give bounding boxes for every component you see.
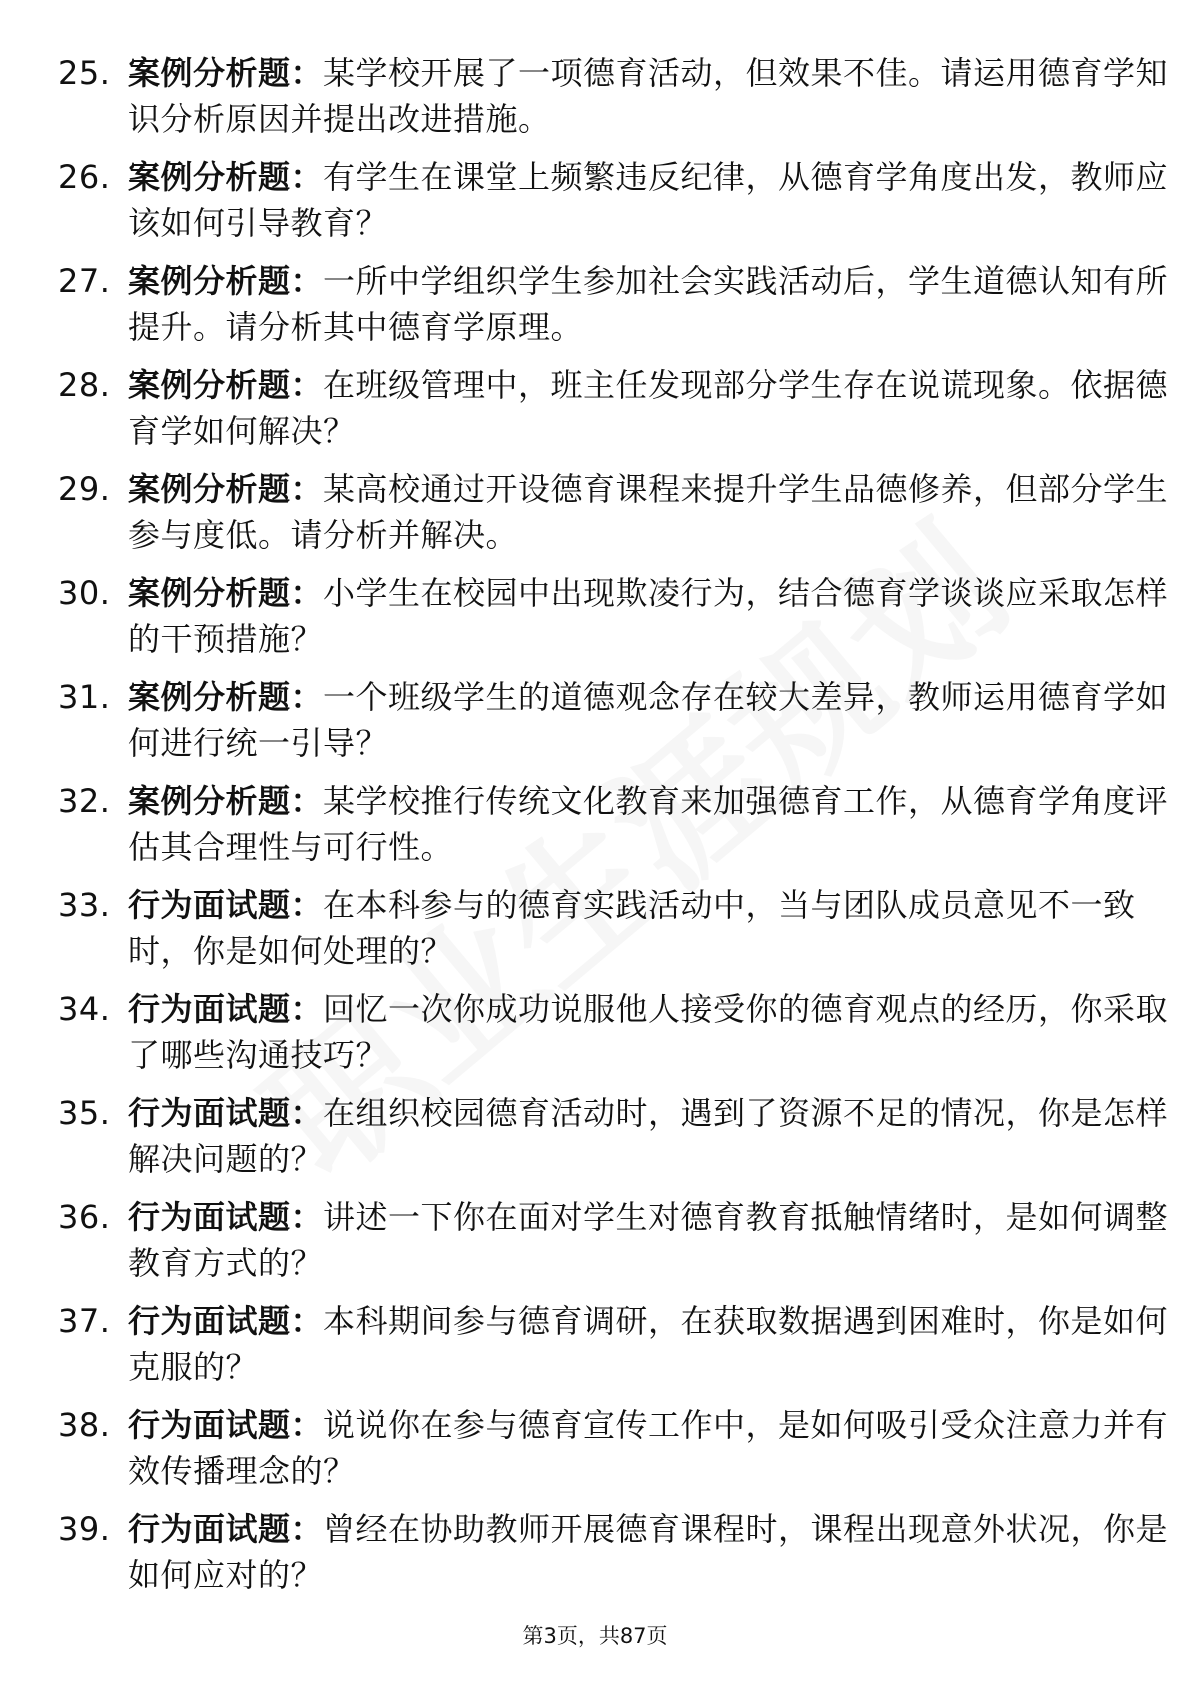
question-body: 曾经在协助教师开展德育课程时，课程出现意外状况，你是如何应对的？ [128, 1510, 1169, 1594]
question-text-block [128, 1194, 1170, 1286]
question-text-block [128, 154, 1170, 246]
question-number: 38. [58, 1406, 111, 1444]
question-body: 在班级管理中，班主任发现部分学生存在说谎现象。依据德育学如何解决？ [128, 366, 1169, 450]
question-body: 本科期间参与德育调研，在获取数据遇到困难时，你是如何克服的？ [128, 1302, 1169, 1386]
question-item-26 [58, 154, 1169, 258]
question-body: 一所中学组织学生参加社会实践活动后，学生道德认知有所提升。请分析其中德育学原理。 [128, 262, 1169, 346]
question-type: 行为面试题： [128, 1510, 324, 1548]
question-item-29 [58, 466, 1169, 570]
question-body: 一个班级学生的道德观念存在较大差异，教师运用德育学如何进行统一引导？ [128, 678, 1169, 762]
question-number: 32. [58, 782, 111, 820]
question-text-block [128, 362, 1170, 454]
question-text-block [128, 1402, 1170, 1494]
question-type: 案例分析题： [128, 158, 324, 196]
question-item-33 [58, 882, 1136, 986]
question-body: 讲述一下你在面对学生对德育教育抵触情绪时，是如何调整教育方式的？ [128, 1198, 1169, 1282]
question-type: 案例分析题： [128, 574, 324, 612]
question-text-block [128, 466, 1170, 558]
question-item-38 [58, 1402, 1169, 1506]
question-number: 28. [58, 366, 111, 404]
question-text-block [128, 674, 1170, 766]
question-type: 行为面试题： [128, 990, 324, 1028]
question-text-block [128, 882, 1170, 974]
question-list [58, 50, 1169, 1610]
question-type: 案例分析题： [128, 678, 324, 716]
question-item-28 [58, 362, 1169, 466]
question-body: 某学校开展了一项德育活动，但效果不佳。请运用德育学知识分析原因并提出改进措施。 [128, 54, 1169, 138]
question-type: 行为面试题： [128, 1406, 324, 1444]
question-item-27 [58, 258, 1169, 362]
question-type: 案例分析题： [128, 54, 324, 92]
question-text-block [128, 778, 1170, 870]
question-body: 说说你在参与德育宣传工作中，是如何吸引受众注意力并有效传播理念的？ [128, 1406, 1169, 1490]
question-text-block [128, 258, 1170, 350]
question-number: 34. [58, 990, 111, 1028]
question-text-block [128, 986, 1170, 1078]
question-number: 31. [58, 678, 111, 716]
question-type: 行为面试题： [128, 886, 324, 924]
question-item-30 [58, 570, 1169, 674]
question-type: 行为面试题： [128, 1094, 324, 1132]
question-item-35 [58, 1090, 1169, 1194]
question-number: 27. [58, 262, 111, 300]
question-text-block [128, 50, 1170, 142]
question-body: 回忆一次你成功说服他人接受你的德育观点的经历，你采取了哪些沟通技巧？ [128, 990, 1169, 1074]
question-text-block [128, 570, 1170, 662]
question-type: 行为面试题： [128, 1198, 324, 1236]
question-body: 某学校推行传统文化教育来加强德育工作，从德育学角度评估其合理性与可行性。 [128, 782, 1169, 866]
question-number: 33. [58, 886, 111, 924]
question-body: 在组织校园德育活动时，遇到了资源不足的情况，你是怎样解决问题的？ [128, 1094, 1169, 1178]
question-item-25 [58, 50, 1169, 154]
question-type: 案例分析题： [128, 470, 324, 508]
question-item-37 [58, 1298, 1169, 1402]
question-number: 36. [58, 1198, 111, 1236]
question-number: 35. [58, 1094, 111, 1132]
question-item-32 [58, 778, 1169, 882]
question-body: 有学生在课堂上频繁违反纪律，从德育学角度出发，教师应该如何引导教育？ [128, 158, 1169, 242]
question-text-block [128, 1506, 1170, 1598]
question-item-39 [58, 1506, 1169, 1610]
question-number: 26. [58, 158, 111, 196]
question-item-34 [58, 986, 1169, 1090]
question-type: 行为面试题： [128, 1302, 324, 1340]
question-number: 30. [58, 574, 111, 612]
question-text-block [128, 1090, 1170, 1182]
question-type: 案例分析题： [128, 262, 324, 300]
question-type: 案例分析题： [128, 366, 324, 404]
question-text-block [128, 1298, 1170, 1390]
question-type: 案例分析题： [128, 782, 324, 820]
question-number: 29. [58, 470, 111, 508]
question-item-31 [58, 674, 1169, 778]
question-number: 37. [58, 1302, 111, 1340]
question-number: 39. [58, 1510, 111, 1548]
question-body: 某高校通过开设德育课程来提升学生品德修养，但部分学生参与度低。请分析并解决。 [128, 470, 1169, 554]
question-body: 小学生在校园中出现欺凌行为，结合德育学谈谈应采取怎样的干预措施？ [128, 574, 1169, 658]
question-body: 在本科参与的德育实践活动中，当与团队成员意见不一致时，你是如何处理的？ [128, 886, 1136, 970]
question-item-36 [58, 1194, 1169, 1298]
page-number-footer: 第3页，共87页 [522, 1624, 668, 1648]
question-number: 25. [58, 54, 111, 92]
